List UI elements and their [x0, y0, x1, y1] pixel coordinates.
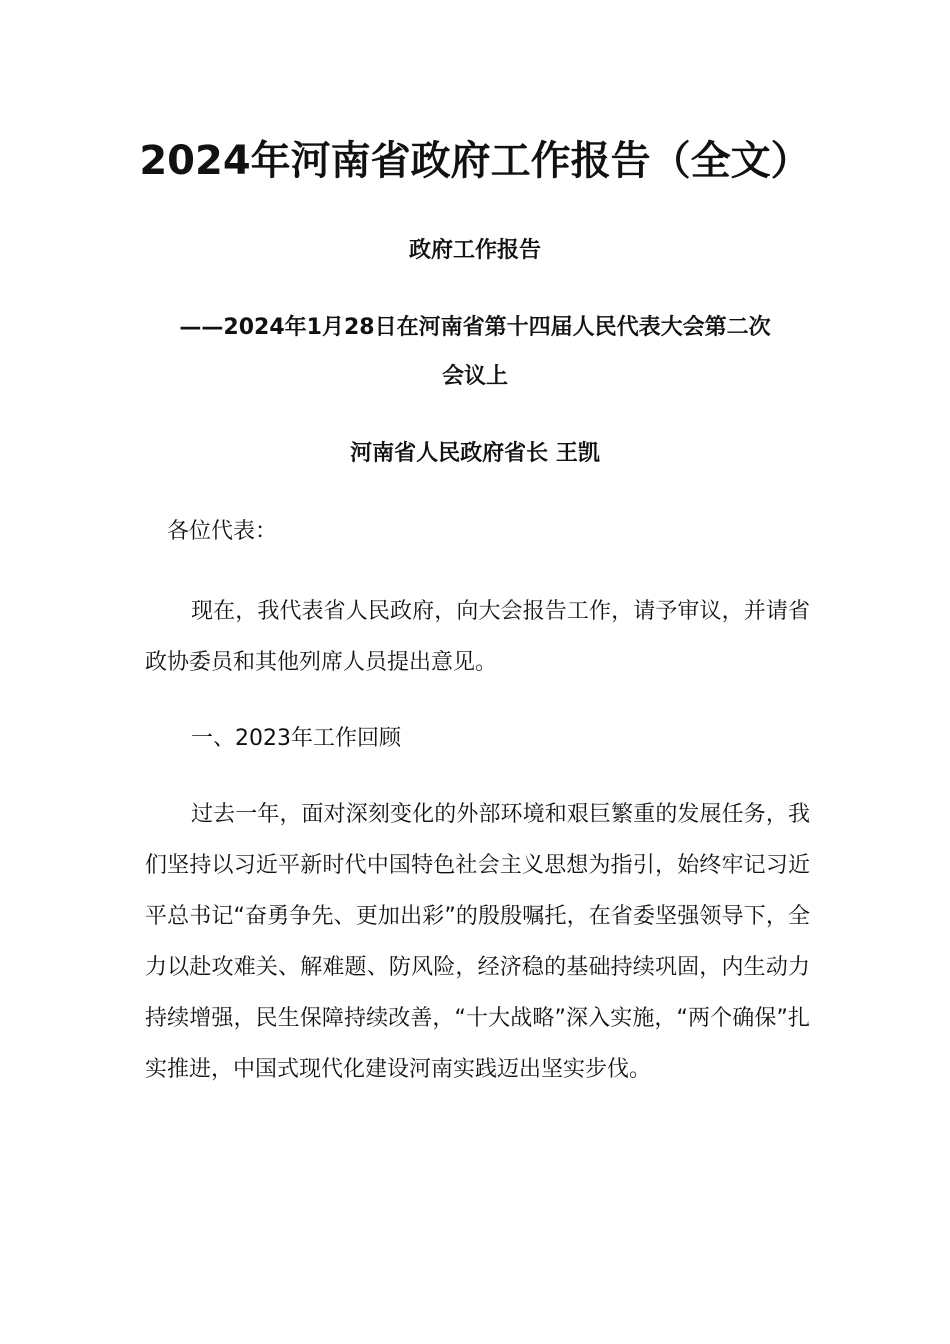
section-heading: 一、2023年工作回顾 [191, 726, 401, 751]
greeting: 各位代表： [167, 519, 278, 544]
author-line: 河南省人民政府省长 王凯 [350, 441, 600, 466]
meeting-info-line-1: ——2024年1月28日在河南省第十四届人民代表大会第二次 [179, 315, 771, 340]
document-title: 2024年河南省政府工作报告（全文） [139, 138, 811, 184]
document-subtitle: 政府工作报告 [408, 238, 541, 263]
meeting-info-line-2: 会议上 [441, 364, 508, 389]
intro-paragraph: 现在，我代表省人民政府，向大会报告工作，请予审议，并请省政协委员和其他列席人员提出意见。 [145, 599, 810, 675]
review-paragraph: 过去一年，面对深刻变化的外部环境和艰巨繁重的发展任务，我们坚持以习近平新时代中国特色社会主义思想为指引，始终牢记习近平总书记“奋勇争先、更加出彩”的殷殷嘱托，在省委坚强领导下，全力以赴攻难关、解难题、防风险，经济稳的基础持续巩固，内生动力持续增强，民生保障持续改善，“十大战略”深入实施，“两个确保”扎实推进，中国式现代化建设河南实践迈出坚实步伐。 [145, 802, 810, 1082]
